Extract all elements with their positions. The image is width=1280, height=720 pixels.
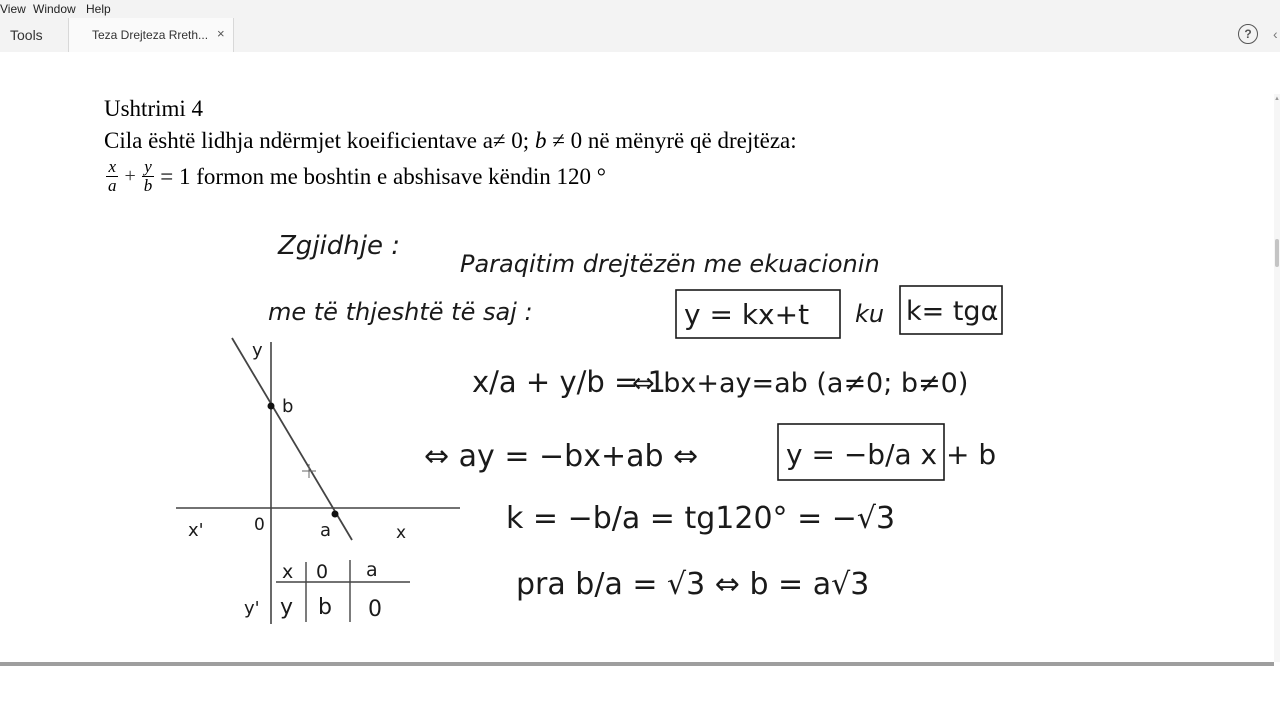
frac2-num: y	[144, 157, 152, 176]
table-r-2: 0	[368, 597, 382, 622]
frac1-num: x	[108, 157, 117, 176]
question-part2: ≠ 0 në mënyrë që drejtëza:	[546, 128, 797, 153]
frac1-den: a	[108, 176, 117, 195]
next-page-area	[0, 666, 1280, 720]
graph-label-y: y	[252, 340, 263, 361]
question-b: b	[534, 128, 547, 153]
scroll-up-icon[interactable]: ▲	[1274, 96, 1280, 102]
table-r-1: b	[318, 595, 332, 620]
graph-label-y-prime: y'	[244, 598, 260, 619]
formula-rest: = 1 formon me boshtin e abshisave këndin 120 °	[160, 163, 606, 189]
graph-line	[232, 338, 352, 540]
tab-document-title: Teza Drejteza Rreth...	[92, 28, 209, 42]
table-h-0: x	[282, 561, 294, 583]
solution-label: Zgjidhje :	[278, 231, 400, 261]
graph-origin: 0	[254, 515, 265, 535]
handwritten-solution	[0, 94, 1274, 662]
document-page	[0, 94, 1274, 662]
table-h-1: 0	[316, 561, 329, 583]
plus-sign: +	[124, 165, 136, 187]
table-h-2: a	[366, 559, 378, 581]
eq-k-tg: k= tgα	[906, 296, 999, 327]
graph-label-b: b	[282, 396, 294, 417]
exercise-title: Ushtrimi 4	[104, 96, 204, 121]
graph-label-a: a	[320, 520, 332, 541]
eq2: ⇔ ay = −bx+ab ⇔	[424, 439, 699, 474]
hw-line2: me të thjeshtë të saj :	[268, 298, 533, 326]
help-icon[interactable]: ?	[1238, 24, 1258, 44]
menu-help[interactable]: Help	[86, 2, 111, 16]
toolbar	[0, 52, 1280, 95]
hw-line1: Paraqitim drejtëzën me ekuacionin	[460, 250, 880, 278]
tab-bar	[0, 18, 1280, 53]
question-part1: Cila është lidhja ndërmjet koeificientave a≠ 0;	[104, 128, 535, 153]
vertical-scrollbar[interactable]	[1274, 94, 1280, 662]
close-icon[interactable]: ×	[217, 26, 225, 41]
graph-label-x-prime: x'	[188, 520, 204, 541]
word-ku: ku	[855, 300, 885, 328]
eq3: k = −b/a = tg120° = −√3	[506, 501, 896, 536]
eq1-left: x/a + y/b = 1	[472, 365, 666, 399]
menu-window[interactable]: Window	[33, 2, 76, 16]
eq4: pra b/a = √3 ⇔ b = a√3	[516, 567, 870, 602]
eq1-right: ⇔ bx+ay=ab (a≠0; b≠0)	[632, 368, 969, 399]
scrollbar-thumb[interactable]	[1275, 239, 1279, 267]
overflow-icon[interactable]: ‹	[1273, 26, 1278, 42]
table-r-0: y	[280, 595, 294, 620]
point-a	[332, 511, 339, 518]
graph-label-x: x	[396, 523, 407, 543]
tab-document[interactable]	[68, 18, 234, 52]
eq-slope-form: y = kx+t	[684, 298, 810, 331]
menu-view[interactable]: View	[0, 2, 26, 16]
frac2-den: b	[143, 176, 153, 195]
tab-tools[interactable]: Tools	[10, 27, 43, 43]
menu-bar	[0, 0, 1280, 18]
point-b	[268, 403, 275, 410]
eq2-box: y = −b/a x + b	[786, 438, 997, 471]
